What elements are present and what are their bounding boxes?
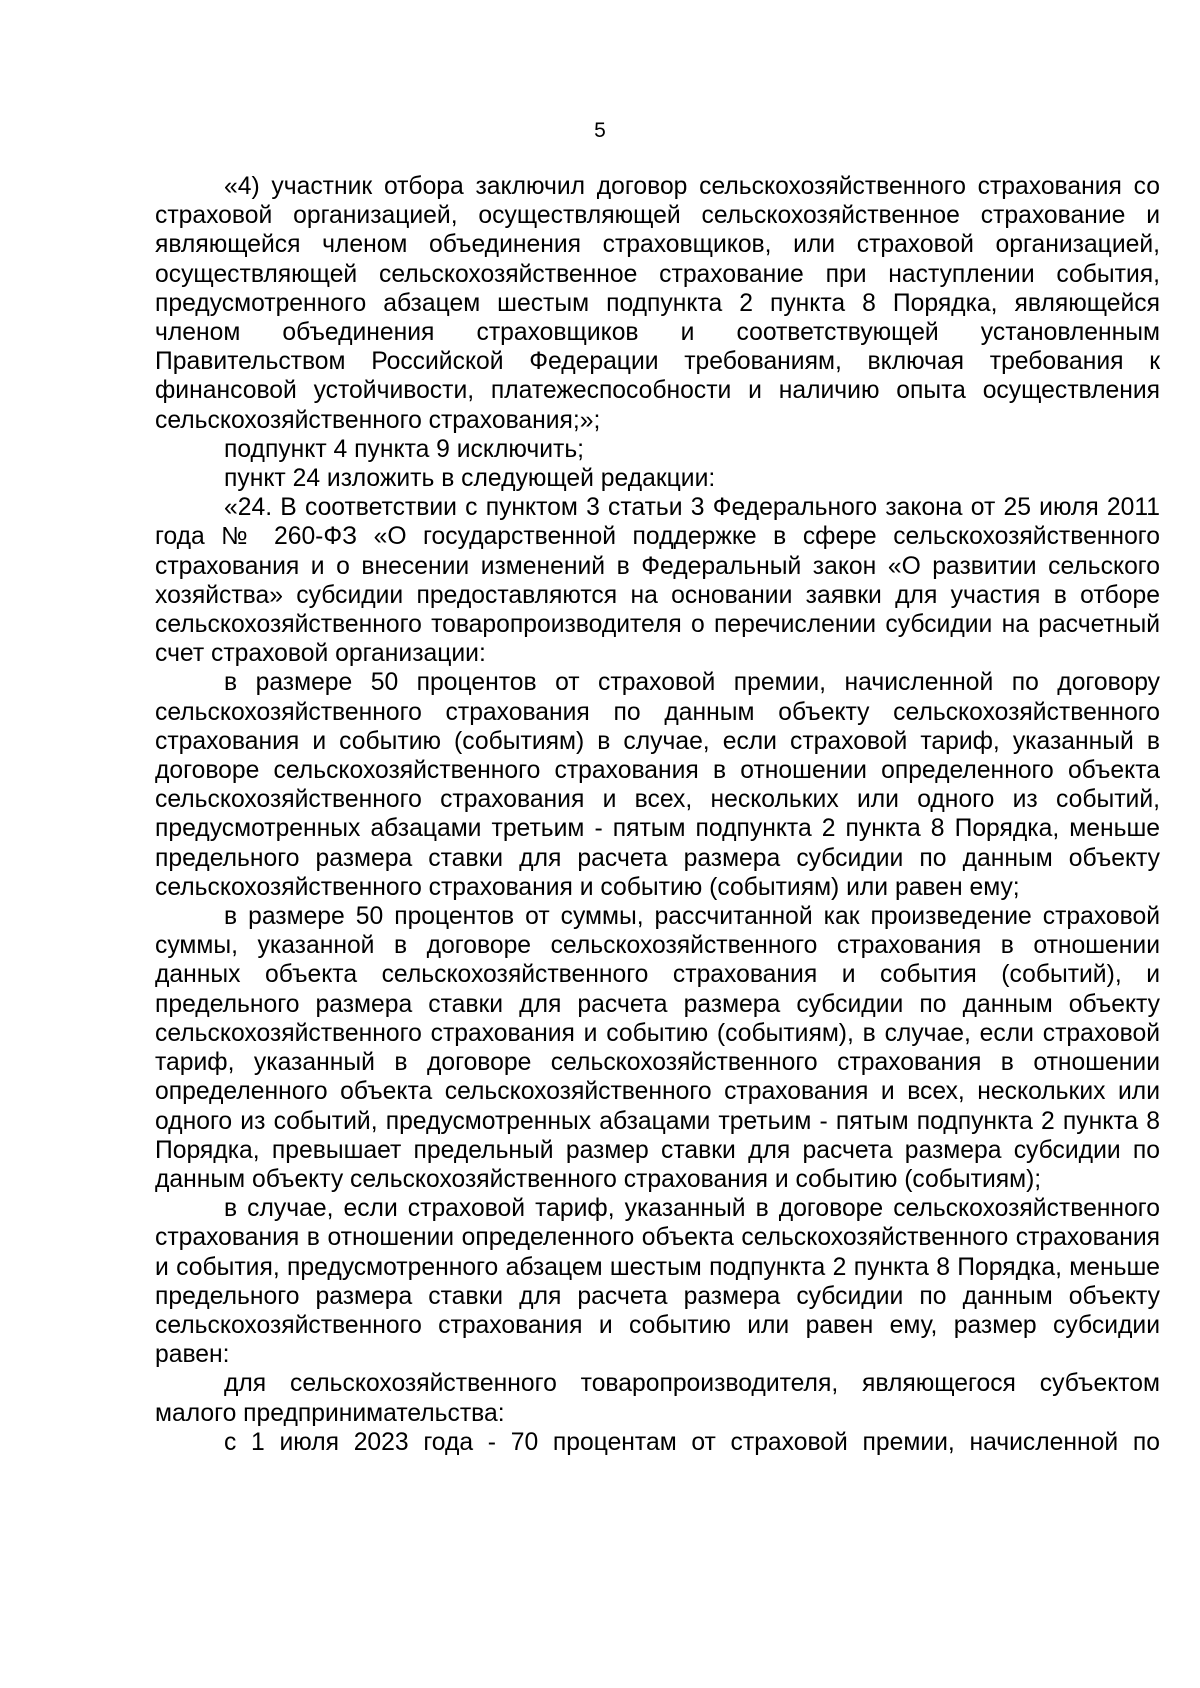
page-number: 5 bbox=[594, 119, 606, 142]
paragraph-item-4: «4) участник отбора заключил договор сельскохозяйственного страхования со страховой организацией, осуществляющей сельскохозяйственное страхование и являющейся членом объединения страховщиков, или страховой организацией, осуществляющей сельскохозяйственное страхование при наступлении события, предусмотренного абзацем шестым подпункта 2 пункта 8 Порядка, являющейся членом объединения страховщиков и соответствующей установленным Правительством Российской Федерации требованиям, включая требования к финансовой устойчивости, платежеспособности и наличию опыта осуществления сельскохозяйственного страхования;»; bbox=[155, 173, 1160, 434]
paragraph-item-24: «24. В соответствии с пунктом 3 статьи 3 Федерального закона от 25 июля 2011 года № 260-ФЗ «О государственной поддержке в сфере сельскохозяйственного страхования и о внесении изменений в Федеральный закон «О развитии сельского хозяйства» субсидии предоставляются на основании заявки для участия в отборе сельскохозяйственного товаропроизводителя о перечислении субсидии на расчетный счет страховой организации: bbox=[155, 494, 1160, 668]
paragraph-50-percent-sum: в размере 50 процентов от суммы, рассчитанной как произведение страховой суммы, указанной в договоре сельскохозяйственного страхования в отношении данных объекта сельскохозяйственного страхования и события (событий), и предельного размера ставки для расчета размера субсидии по данным объекту сельскохозяйственного страхования и событию (событиям), в случае, если страховой тариф, указанный в договоре сельскохозяйственного страхования в отношении определенного объекта сельскохозяйственного страхования и всех, нескольких или одного из событий, предусмотренных абзацами третьим - пятым подпункта 2 пункта 8 Порядка, превышает предельный размер ставки для расчета размера субсидии по данным объекту сельскохозяйственного страхования и событию (событиям); bbox=[155, 903, 1160, 1193]
paragraph-from-july-2023: с 1 июля 2023 года - 70 процентам от страховой премии, начисленной по bbox=[224, 1428, 1160, 1456]
paragraph-exclude-subitem-4: подпункт 4 пункта 9 исключить; bbox=[224, 435, 585, 463]
paragraph-item-24-intro: пункт 24 изложить в следующей редакции: bbox=[224, 465, 716, 493]
document-body bbox=[155, 172, 1160, 1457]
paragraph-50-percent-premium: в размере 50 процентов от страховой премии, начисленной по договору сельскохозяйственного страхования по данным объекту сельскохозяйственного страхования и событию (событиям) в случае, если страховой тариф, указанный в договоре сельскохозяйственного страхования в отношении определенного объекта сельскохозяйственного страхования и всех, нескольких или одного из событий, предусмотренных абзацами третьим - пятым подпункта 2 пункта 8 Порядка, меньше предельного размера ставки для расчета размера субсидии по данным объекту сельскохозяйственного страхования и событию (событиям) или равен ему; bbox=[155, 669, 1160, 901]
paragraph-tariff-less: в случае, если страховой тариф, указанный в договоре сельскохозяйственного страхования в отношении определенного объекта сельскохозяйственного страхования и события, предусмотренного абзацем шестым подпункта 2 пункта 8 Порядка, меньше предельного размера ставки для расчета размера субсидии по данным объекту сельскохозяйственного страхования и событию или равен ему, размер субсидии равен: bbox=[155, 1195, 1160, 1369]
paragraph-small-business: для сельскохозяйственного товаропроизводителя, являющегося субъектом малого предпринимательства: bbox=[155, 1370, 1160, 1427]
